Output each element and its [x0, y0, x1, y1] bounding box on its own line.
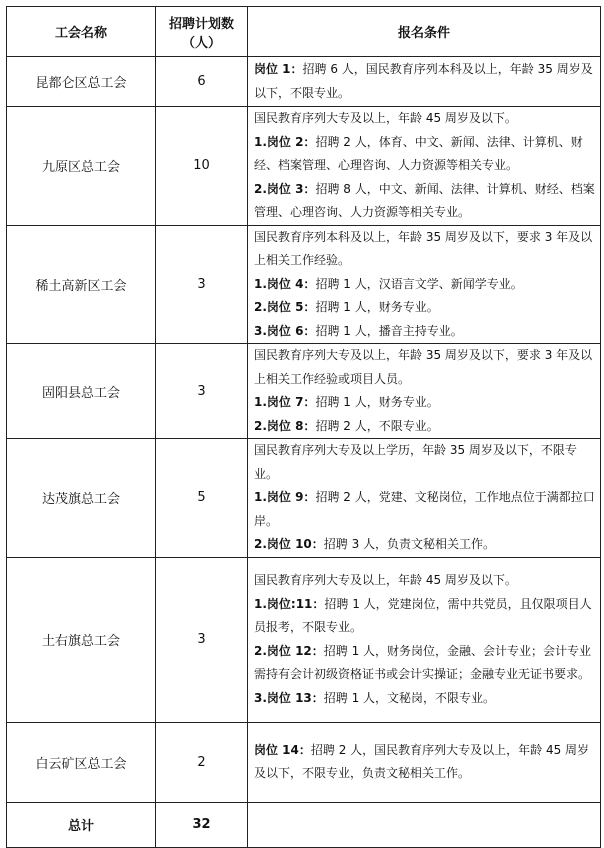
condition-text: 国民教育序列大专及以上，年龄 45 周岁及以下。 — [254, 573, 517, 587]
header-plan-count — [156, 7, 248, 57]
union-name-cell: 达茂旗总工会 — [7, 439, 156, 558]
table-row — [7, 557, 601, 722]
conditions-cell — [248, 107, 601, 226]
plan-count-cell: 2 — [156, 722, 248, 802]
union-name-cell: 固阳县总工会 — [7, 344, 156, 439]
condition-text: 招聘 1 人，汉语言文学、新闻学专业。 — [315, 276, 523, 291]
condition-line — [254, 178, 596, 225]
condition-text: 招聘 1 人，党建岗位，需中共党员，且仅限项目人员报考，不限专业。 — [254, 596, 592, 634]
recruitment-table — [6, 6, 601, 848]
plan-count-cell: 5 — [156, 439, 248, 558]
condition-line — [254, 344, 596, 391]
condition-line — [254, 320, 596, 344]
plan-count-cell: 3 — [156, 557, 248, 722]
total-row — [7, 802, 601, 847]
condition-text: 招聘 8 人，中文、新闻、法律、计算机、财经、档案管理、心理咨询、人力资源等相关专业。 — [254, 181, 595, 219]
condition-text: 招聘 2 人，不限专业。 — [315, 418, 439, 433]
condition-line — [254, 533, 596, 557]
condition-text: 招聘 2 人，国民教育序列大专及以上，年龄 45 周岁及以下，不限专业，负责文秘相关工作。 — [254, 742, 590, 780]
union-name-cell: 白云矿区总工会 — [7, 722, 156, 802]
condition-text: 招聘 1 人，财务专业。 — [315, 300, 439, 314]
post-label: 2.岗位 3： — [254, 181, 316, 196]
condition-line — [254, 415, 596, 439]
condition-text: 招聘 1 人，财务专业。 — [315, 395, 439, 409]
condition-line — [254, 439, 596, 486]
condition-text: 国民教育序列大专及以上学历，年龄 35 周岁及以下，不限专业。 — [254, 443, 577, 481]
post-label: 岗位 1： — [254, 62, 303, 76]
condition-line — [254, 593, 596, 640]
plan-count-cell: 3 — [156, 344, 248, 439]
post-label: 2.岗位 10： — [254, 537, 324, 551]
post-label: 1.岗位:11： — [254, 596, 325, 611]
condition-text: 国民教育序列大专及以上，年龄 35 周岁及以下，要求 3 年及以上相关工作经验或项目人员。 — [254, 348, 593, 386]
condition-text: 招聘 1 人，财务岗位，金融、会计专业；会计专业需持有会计初级资格证书或会计实操证；金融专业无证书要求。 — [254, 643, 592, 681]
post-label: 2.岗位 5： — [254, 300, 316, 314]
post-label: 1.岗位 2： — [254, 134, 316, 149]
condition-line — [254, 391, 596, 415]
header-conditions: 报名条件 — [248, 7, 601, 57]
condition-text: 招聘 1 人，文秘岗，不限专业。 — [323, 690, 496, 705]
post-label: 3.岗位 6： — [254, 323, 316, 338]
conditions-cell — [248, 439, 601, 558]
post-label: 1.岗位 4： — [254, 276, 316, 291]
header-plan-count-line1: 招聘计划数 — [168, 16, 234, 32]
condition-line — [254, 687, 596, 711]
condition-line — [254, 486, 596, 533]
post-label: 1.岗位 7： — [254, 395, 316, 409]
header-union-name: 工会名称 — [7, 7, 156, 57]
table-row — [7, 722, 601, 802]
table-row — [7, 225, 601, 344]
header-row — [7, 7, 601, 57]
conditions-cell — [248, 557, 601, 722]
union-name-cell: 昆都仑区总工会 — [7, 57, 156, 107]
post-label: 3.岗位 13： — [254, 690, 324, 705]
condition-text: 招聘 2 人，党建、文秘岗位，工作地点位于满都拉口岸。 — [254, 490, 595, 528]
condition-line — [254, 107, 596, 131]
post-label: 1.岗位 9： — [254, 490, 316, 504]
post-label: 2.岗位 12： — [254, 643, 324, 658]
conditions-cell — [248, 344, 601, 439]
table-row — [7, 57, 601, 107]
plan-count-cell: 3 — [156, 225, 248, 344]
condition-line — [254, 273, 596, 297]
condition-line — [254, 640, 596, 687]
condition-text: 招聘 2 人，体育、中文、新闻、法律、计算机、财经、档案管理、心理咨询、人力资源等相关专业。 — [254, 134, 583, 172]
condition-line — [254, 569, 596, 593]
total-count: 32 — [156, 802, 248, 847]
condition-text: 国民教育序列大专及以上，年龄 45 周岁及以下。 — [254, 111, 517, 125]
union-name-cell: 九原区总工会 — [7, 107, 156, 226]
condition-line — [254, 131, 596, 178]
plan-count-cell: 10 — [156, 107, 248, 226]
conditions-cell — [248, 225, 601, 344]
condition-text: 招聘 6 人，国民教育序列本科及以上，年龄 35 周岁及以下，不限专业。 — [254, 62, 593, 100]
condition-text: 招聘 3 人，负责文秘相关工作。 — [323, 537, 496, 551]
union-name-cell: 稀土高新区工会 — [7, 225, 156, 344]
total-conditions-cell — [248, 802, 601, 847]
table-row — [7, 439, 601, 558]
condition-text: 招聘 1 人，播音主持专业。 — [315, 323, 463, 338]
condition-line — [254, 296, 596, 320]
condition-line — [254, 739, 596, 786]
conditions-cell — [248, 57, 601, 107]
condition-text: 国民教育序列本科及以上，年龄 35 周岁及以下，要求 3 年及以上相关工作经验。 — [254, 229, 593, 267]
conditions-cell — [248, 722, 601, 802]
plan-count-cell: 6 — [156, 57, 248, 107]
table-row — [7, 344, 601, 439]
table-row — [7, 107, 601, 226]
header-plan-count-line2: （人） — [181, 35, 221, 51]
union-name-cell: 土右旗总工会 — [7, 557, 156, 722]
condition-line — [254, 226, 596, 273]
total-label: 总计 — [7, 802, 156, 847]
condition-line — [254, 58, 596, 105]
post-label: 2.岗位 8： — [254, 418, 316, 433]
post-label: 岗位 14： — [254, 742, 311, 757]
